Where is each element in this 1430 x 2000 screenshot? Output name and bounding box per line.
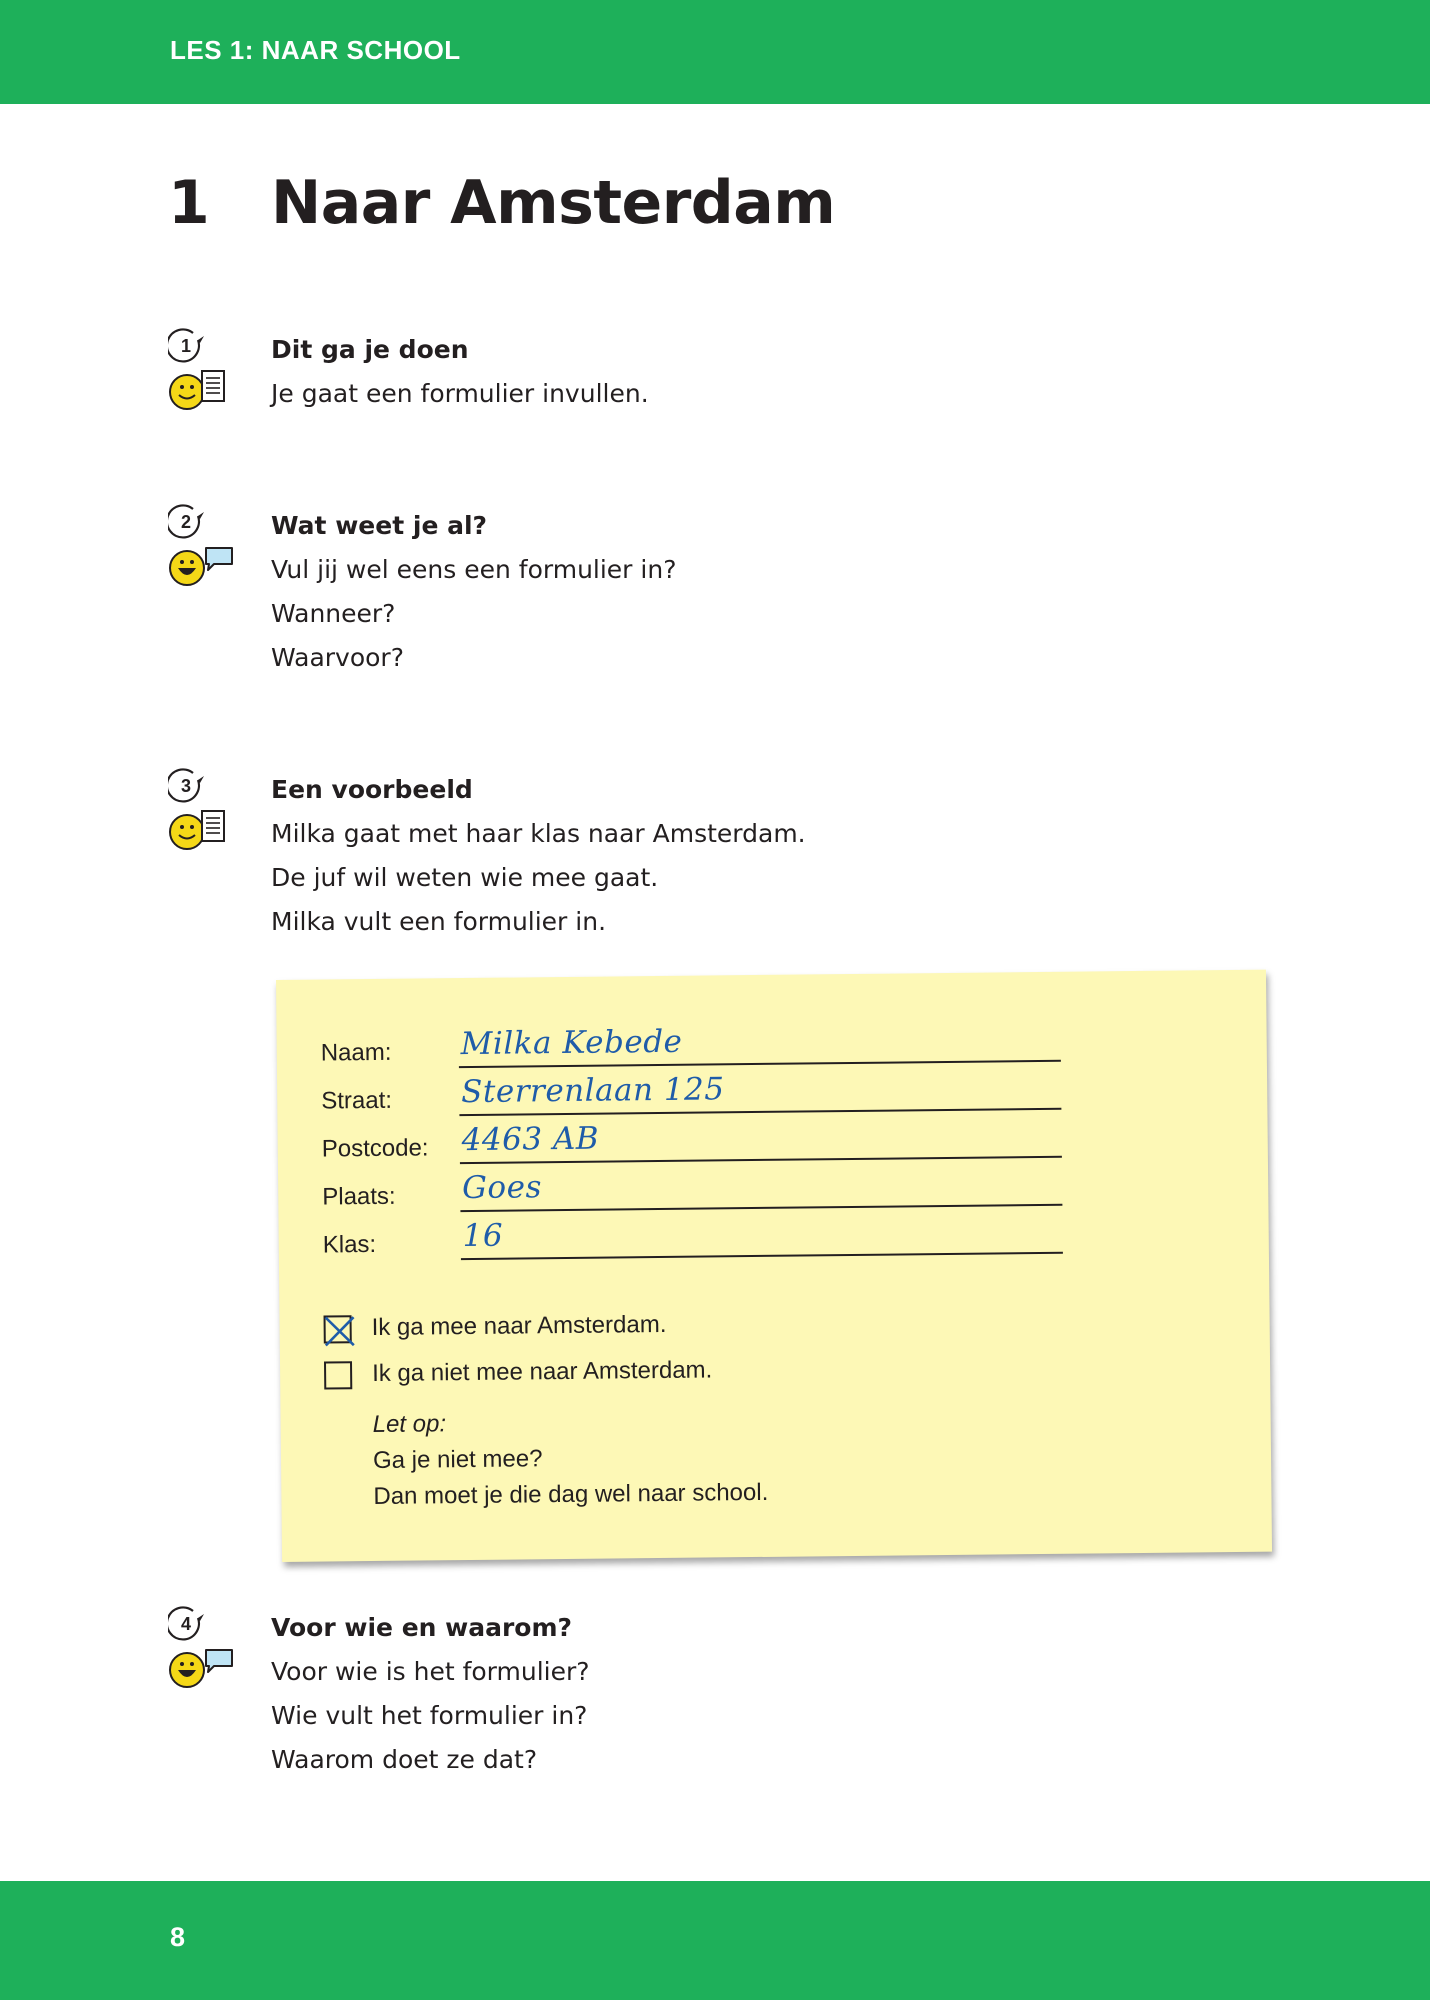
section-4-line: Waarom doet ze dat?	[271, 1745, 538, 1774]
field-line	[461, 1252, 1063, 1260]
field-label: Plaats:	[322, 1182, 396, 1211]
section-3-line: Milka gaat met haar klas naar Amsterdam.	[271, 819, 806, 848]
section-3-heading: Een voorbeeld	[271, 775, 473, 804]
section-4-icons	[168, 1606, 238, 1696]
section-4-heading: Voor wie en waarom?	[271, 1613, 573, 1642]
step-number-icon	[168, 1607, 204, 1639]
step-number: 4	[180, 1614, 192, 1634]
section-1-icons	[168, 328, 238, 418]
speech-bubble-icon	[206, 548, 232, 570]
footer-band	[0, 1881, 1430, 2000]
checkbox-checked	[324, 1315, 352, 1343]
section-3-line: De juf wil weten wie mee gaat.	[271, 863, 659, 892]
section-3-line: Milka vult een formulier in.	[271, 907, 607, 936]
section-3-icons	[168, 768, 238, 858]
form-note	[266, 970, 1256, 1555]
speech-bubble-icon	[206, 1650, 232, 1672]
smiley-icon	[170, 815, 204, 849]
chapter-number: 1	[168, 168, 210, 238]
form-field-postcode	[322, 1117, 1122, 1165]
chapter-title: Naar Amsterdam	[271, 168, 836, 238]
form-field-naam	[321, 1021, 1121, 1069]
step-number-icon	[168, 329, 204, 361]
option-label: Ik ga niet mee naar Amsterdam.	[371, 1356, 713, 1388]
lesson-title: LES 1: NAAR SCHOOL	[170, 35, 461, 65]
field-label: Postcode:	[321, 1134, 429, 1163]
form-field-plaats	[322, 1165, 1122, 1213]
field-value: Milka Kebede	[460, 1023, 683, 1063]
field-line	[460, 1204, 1062, 1212]
section-2-heading: Wat weet je al?	[271, 511, 488, 540]
smiley-laughing-icon	[170, 551, 204, 585]
field-label: Naam:	[320, 1038, 392, 1067]
step-number-icon	[168, 505, 204, 537]
step-number: 3	[180, 776, 192, 796]
section-2-line: Waarvoor?	[271, 643, 404, 672]
smiley-icon	[170, 375, 204, 409]
field-label: Klas:	[322, 1230, 377, 1259]
document-icon	[202, 371, 224, 401]
field-value: Goes	[462, 1169, 543, 1207]
smiley-laughing-icon	[170, 1653, 204, 1687]
step-number-icon	[168, 769, 204, 801]
section-2-line: Wanneer?	[271, 599, 396, 628]
section-2-icons	[168, 504, 238, 594]
section-2-line: Vul jij wel eens een formulier in?	[271, 555, 677, 584]
sticky-note	[276, 970, 1272, 1562]
document-icon	[202, 811, 224, 841]
field-value: Sterrenlaan 125	[460, 1071, 725, 1111]
page-number: 8	[170, 1922, 186, 1952]
step-number: 2	[180, 512, 192, 532]
section-4-line: Wie vult het formulier in?	[271, 1701, 588, 1730]
form-field-klas	[323, 1213, 1123, 1261]
note-line: Ga je niet mee?	[372, 1445, 543, 1475]
note-line: Dan moet je die dag wel naar school.	[373, 1478, 769, 1511]
option-label: Ik ga mee naar Amsterdam.	[371, 1310, 667, 1342]
note-title: Let op:	[372, 1410, 447, 1439]
field-value: 4463 AB	[461, 1120, 600, 1159]
field-label: Straat:	[321, 1086, 393, 1115]
cross-mark-icon	[321, 1313, 357, 1349]
section-1-line: Je gaat een formulier invullen.	[271, 379, 649, 408]
step-number: 1	[180, 336, 192, 356]
section-1-heading: Dit ga je doen	[271, 335, 469, 364]
form-field-straat	[321, 1069, 1121, 1117]
section-4-line: Voor wie is het formulier?	[271, 1657, 590, 1686]
checkbox-unchecked	[324, 1361, 352, 1389]
field-value: 16	[462, 1217, 504, 1255]
